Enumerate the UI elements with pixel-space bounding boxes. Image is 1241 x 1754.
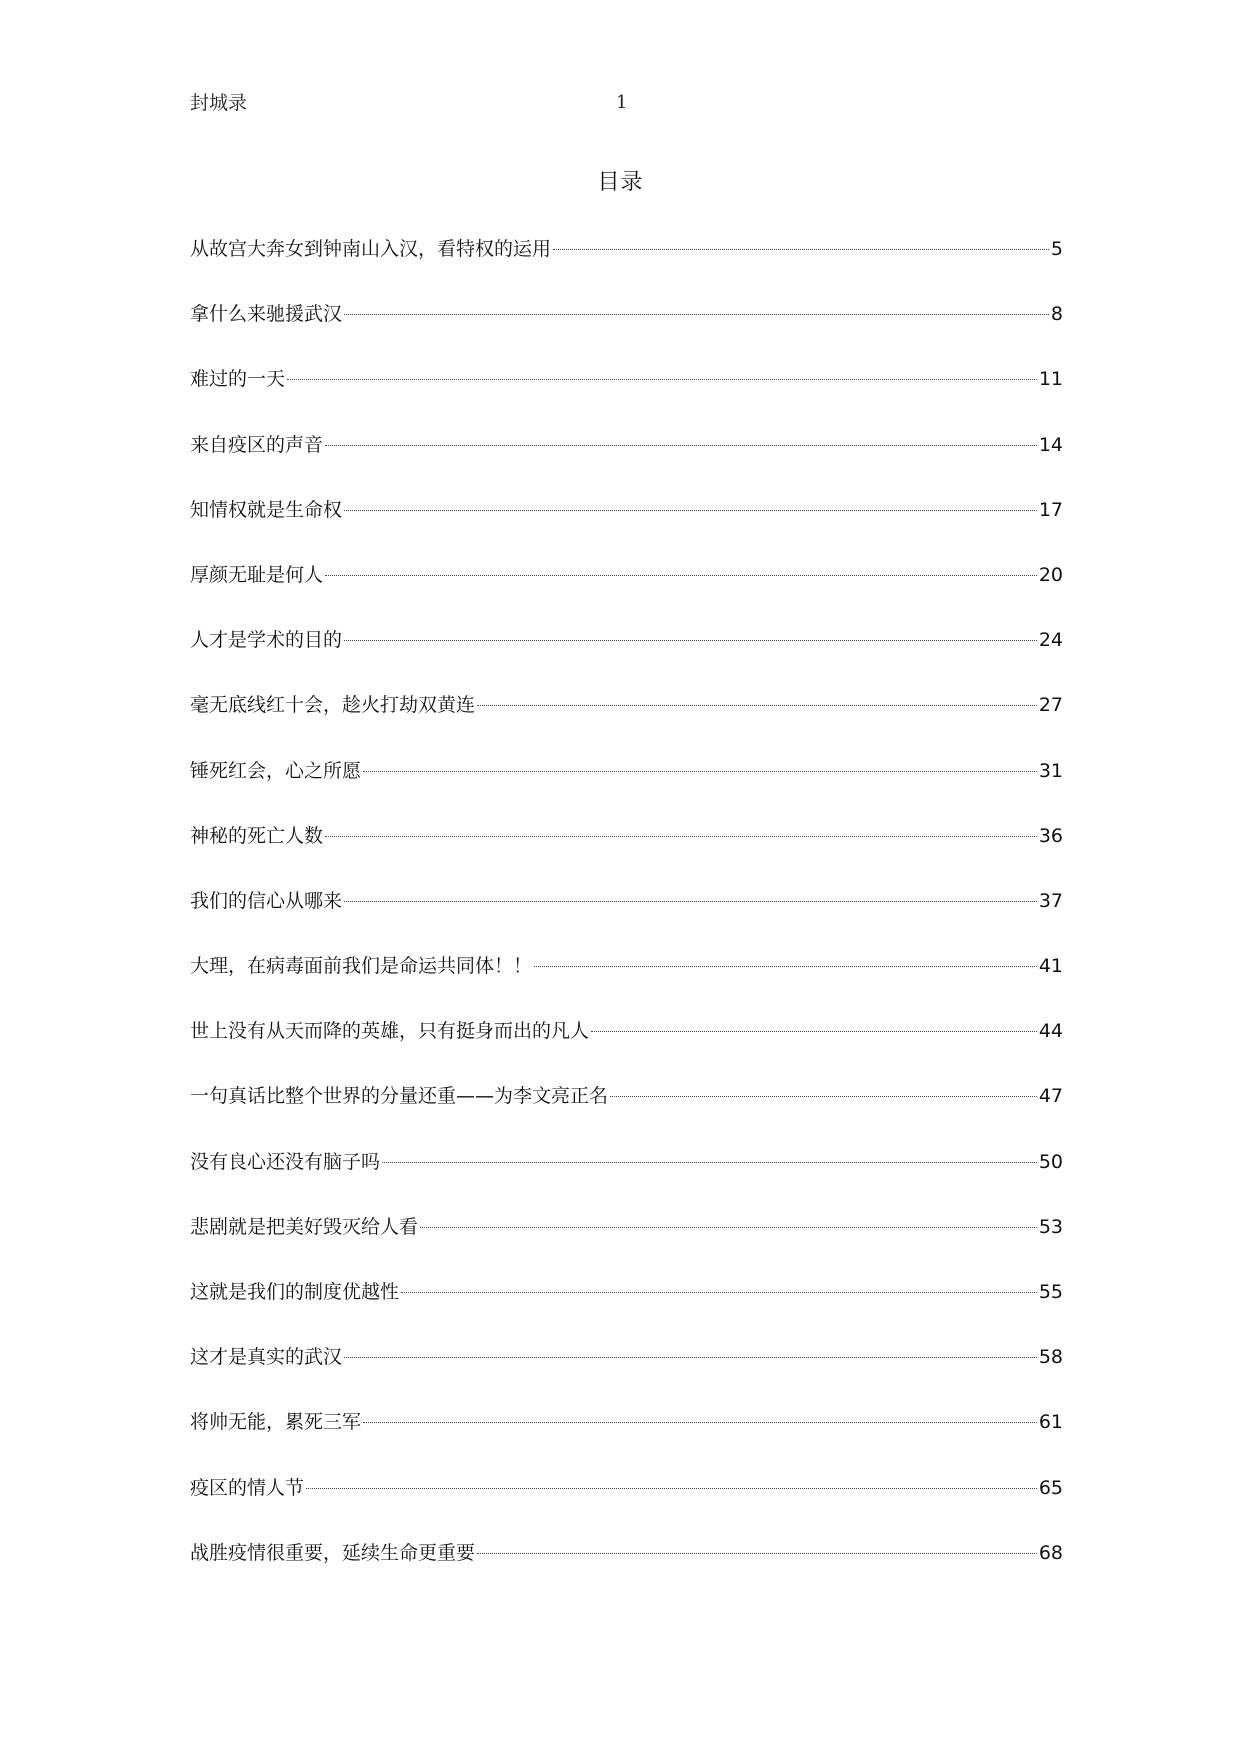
toc-entry-page: 53	[1038, 1215, 1063, 1238]
toc-entry-title: 来自疫区的声音	[190, 433, 324, 456]
toc-entry-page: 68	[1038, 1541, 1063, 1564]
toc-entry[interactable]	[190, 299, 1063, 364]
toc-entry[interactable]	[190, 1081, 1063, 1146]
toc-entry[interactable]	[190, 430, 1063, 495]
toc-entry-page: 58	[1038, 1346, 1063, 1369]
toc-dot-leader	[610, 1096, 1037, 1097]
toc-dot-leader	[553, 249, 1049, 250]
toc-entry-title: 厚颜无耻是何人	[190, 563, 324, 586]
toc-entry-page: 5	[1050, 238, 1063, 260]
toc-dot-leader	[306, 1488, 1037, 1489]
toc-entry[interactable]	[190, 495, 1063, 560]
toc-entry-title: 将帅无能，累死三军	[190, 1411, 362, 1434]
toc-entry-title: 一句真话比整个世界的分量还重——为李文亮正名	[190, 1085, 609, 1108]
toc-entry-title: 大理，在病毒面前我们是命运共同体！！	[190, 955, 533, 978]
toc-dot-leader	[477, 705, 1037, 706]
toc-entry-title: 人才是学术的目的	[190, 629, 343, 652]
toc-entry-title: 难过的一天	[190, 368, 286, 391]
toc-entry-page: 27	[1038, 694, 1063, 717]
toc-entry-title: 这就是我们的制度优越性	[190, 1281, 400, 1303]
toc-entry[interactable]	[190, 1473, 1063, 1538]
toc-entry[interactable]	[190, 1342, 1063, 1407]
toc-entry-title: 战胜疫情很重要，延续生命更重要	[190, 1541, 476, 1564]
toc-entry-page: 65	[1038, 1476, 1063, 1499]
toc-entry-page: 36	[1038, 824, 1063, 847]
toc-dot-leader	[325, 575, 1037, 576]
toc-entry[interactable]	[190, 756, 1063, 821]
page-number: 1	[616, 92, 628, 113]
toc-entry-title: 我们的信心从哪来	[190, 889, 343, 912]
toc-dot-leader	[591, 1031, 1037, 1032]
toc-dot-leader	[344, 640, 1037, 641]
toc-entry[interactable]	[190, 364, 1063, 429]
toc-entry-title: 神秘的死亡人数	[190, 824, 324, 847]
toc-entry-page: 31	[1038, 759, 1063, 782]
toc-entry-page: 17	[1038, 498, 1063, 521]
toc-entry[interactable]	[190, 1016, 1063, 1081]
toc-dot-leader	[344, 901, 1037, 902]
toc-entry[interactable]	[190, 951, 1063, 1016]
toc-entry-title: 拿什么来驰援武汉	[190, 303, 343, 326]
toc-entry-page: 14	[1038, 433, 1063, 456]
document-title: 封城录	[190, 92, 248, 114]
toc-list	[190, 234, 1063, 1603]
toc-dot-leader	[344, 1357, 1037, 1358]
toc-entry-page: 37	[1038, 889, 1063, 912]
toc-entry-title: 知情权就是生命权	[190, 498, 343, 521]
toc-entry[interactable]	[190, 821, 1063, 886]
toc-entry-title: 毫无底线红十会，趁火打劫双黄连	[190, 694, 476, 717]
toc-entry[interactable]	[190, 1538, 1063, 1603]
toc-dot-leader	[363, 771, 1037, 772]
toc-dot-leader	[344, 510, 1037, 511]
toc-entry[interactable]	[190, 690, 1063, 755]
toc-entry-page: 11	[1038, 368, 1063, 391]
toc-entry-page: 47	[1038, 1085, 1063, 1108]
toc-heading: 目录	[597, 170, 644, 195]
toc-entry[interactable]	[190, 560, 1063, 625]
toc-entry-page: 41	[1038, 955, 1063, 978]
toc-entry[interactable]	[190, 234, 1063, 299]
toc-entry-page: 8	[1050, 303, 1063, 326]
toc-dot-leader	[325, 445, 1037, 446]
toc-entry-page: 20	[1038, 563, 1063, 586]
toc-entry-page: 44	[1038, 1020, 1063, 1043]
toc-entry-title: 疫区的情人节	[190, 1476, 305, 1499]
toc-dot-leader	[325, 836, 1037, 837]
toc-entry[interactable]	[190, 1212, 1063, 1277]
toc-entry-page: 61	[1038, 1411, 1063, 1434]
toc-entry-title: 悲剧就是把美好毁灭给人看	[190, 1215, 419, 1238]
toc-entry-title: 从故宫大奔女到钟南山入汉，看特权的运用	[190, 238, 552, 260]
toc-dot-leader	[420, 1227, 1037, 1228]
toc-entry-title: 这才是真实的武汉	[190, 1346, 343, 1369]
toc-dot-leader	[401, 1292, 1037, 1293]
toc-dot-leader	[344, 314, 1049, 315]
toc-entry-page: 24	[1038, 629, 1063, 652]
toc-entry-title: 没有良心还没有脑子吗	[190, 1150, 381, 1173]
toc-entry[interactable]	[190, 1147, 1063, 1212]
toc-entry[interactable]	[190, 1277, 1063, 1342]
toc-dot-leader	[477, 1553, 1037, 1554]
toc-entry-page: 55	[1038, 1281, 1063, 1303]
toc-dot-leader	[363, 1422, 1037, 1423]
toc-dot-leader	[534, 966, 1037, 967]
toc-dot-leader	[382, 1162, 1037, 1163]
toc-entry-title: 锤死红会，心之所愿	[190, 759, 362, 782]
toc-entry-title: 世上没有从天而降的英雄，只有挺身而出的凡人	[190, 1020, 590, 1043]
toc-entry[interactable]	[190, 625, 1063, 690]
toc-entry-page: 50	[1038, 1150, 1063, 1173]
toc-entry[interactable]	[190, 1407, 1063, 1472]
toc-entry[interactable]	[190, 886, 1063, 951]
toc-dot-leader	[287, 379, 1037, 380]
